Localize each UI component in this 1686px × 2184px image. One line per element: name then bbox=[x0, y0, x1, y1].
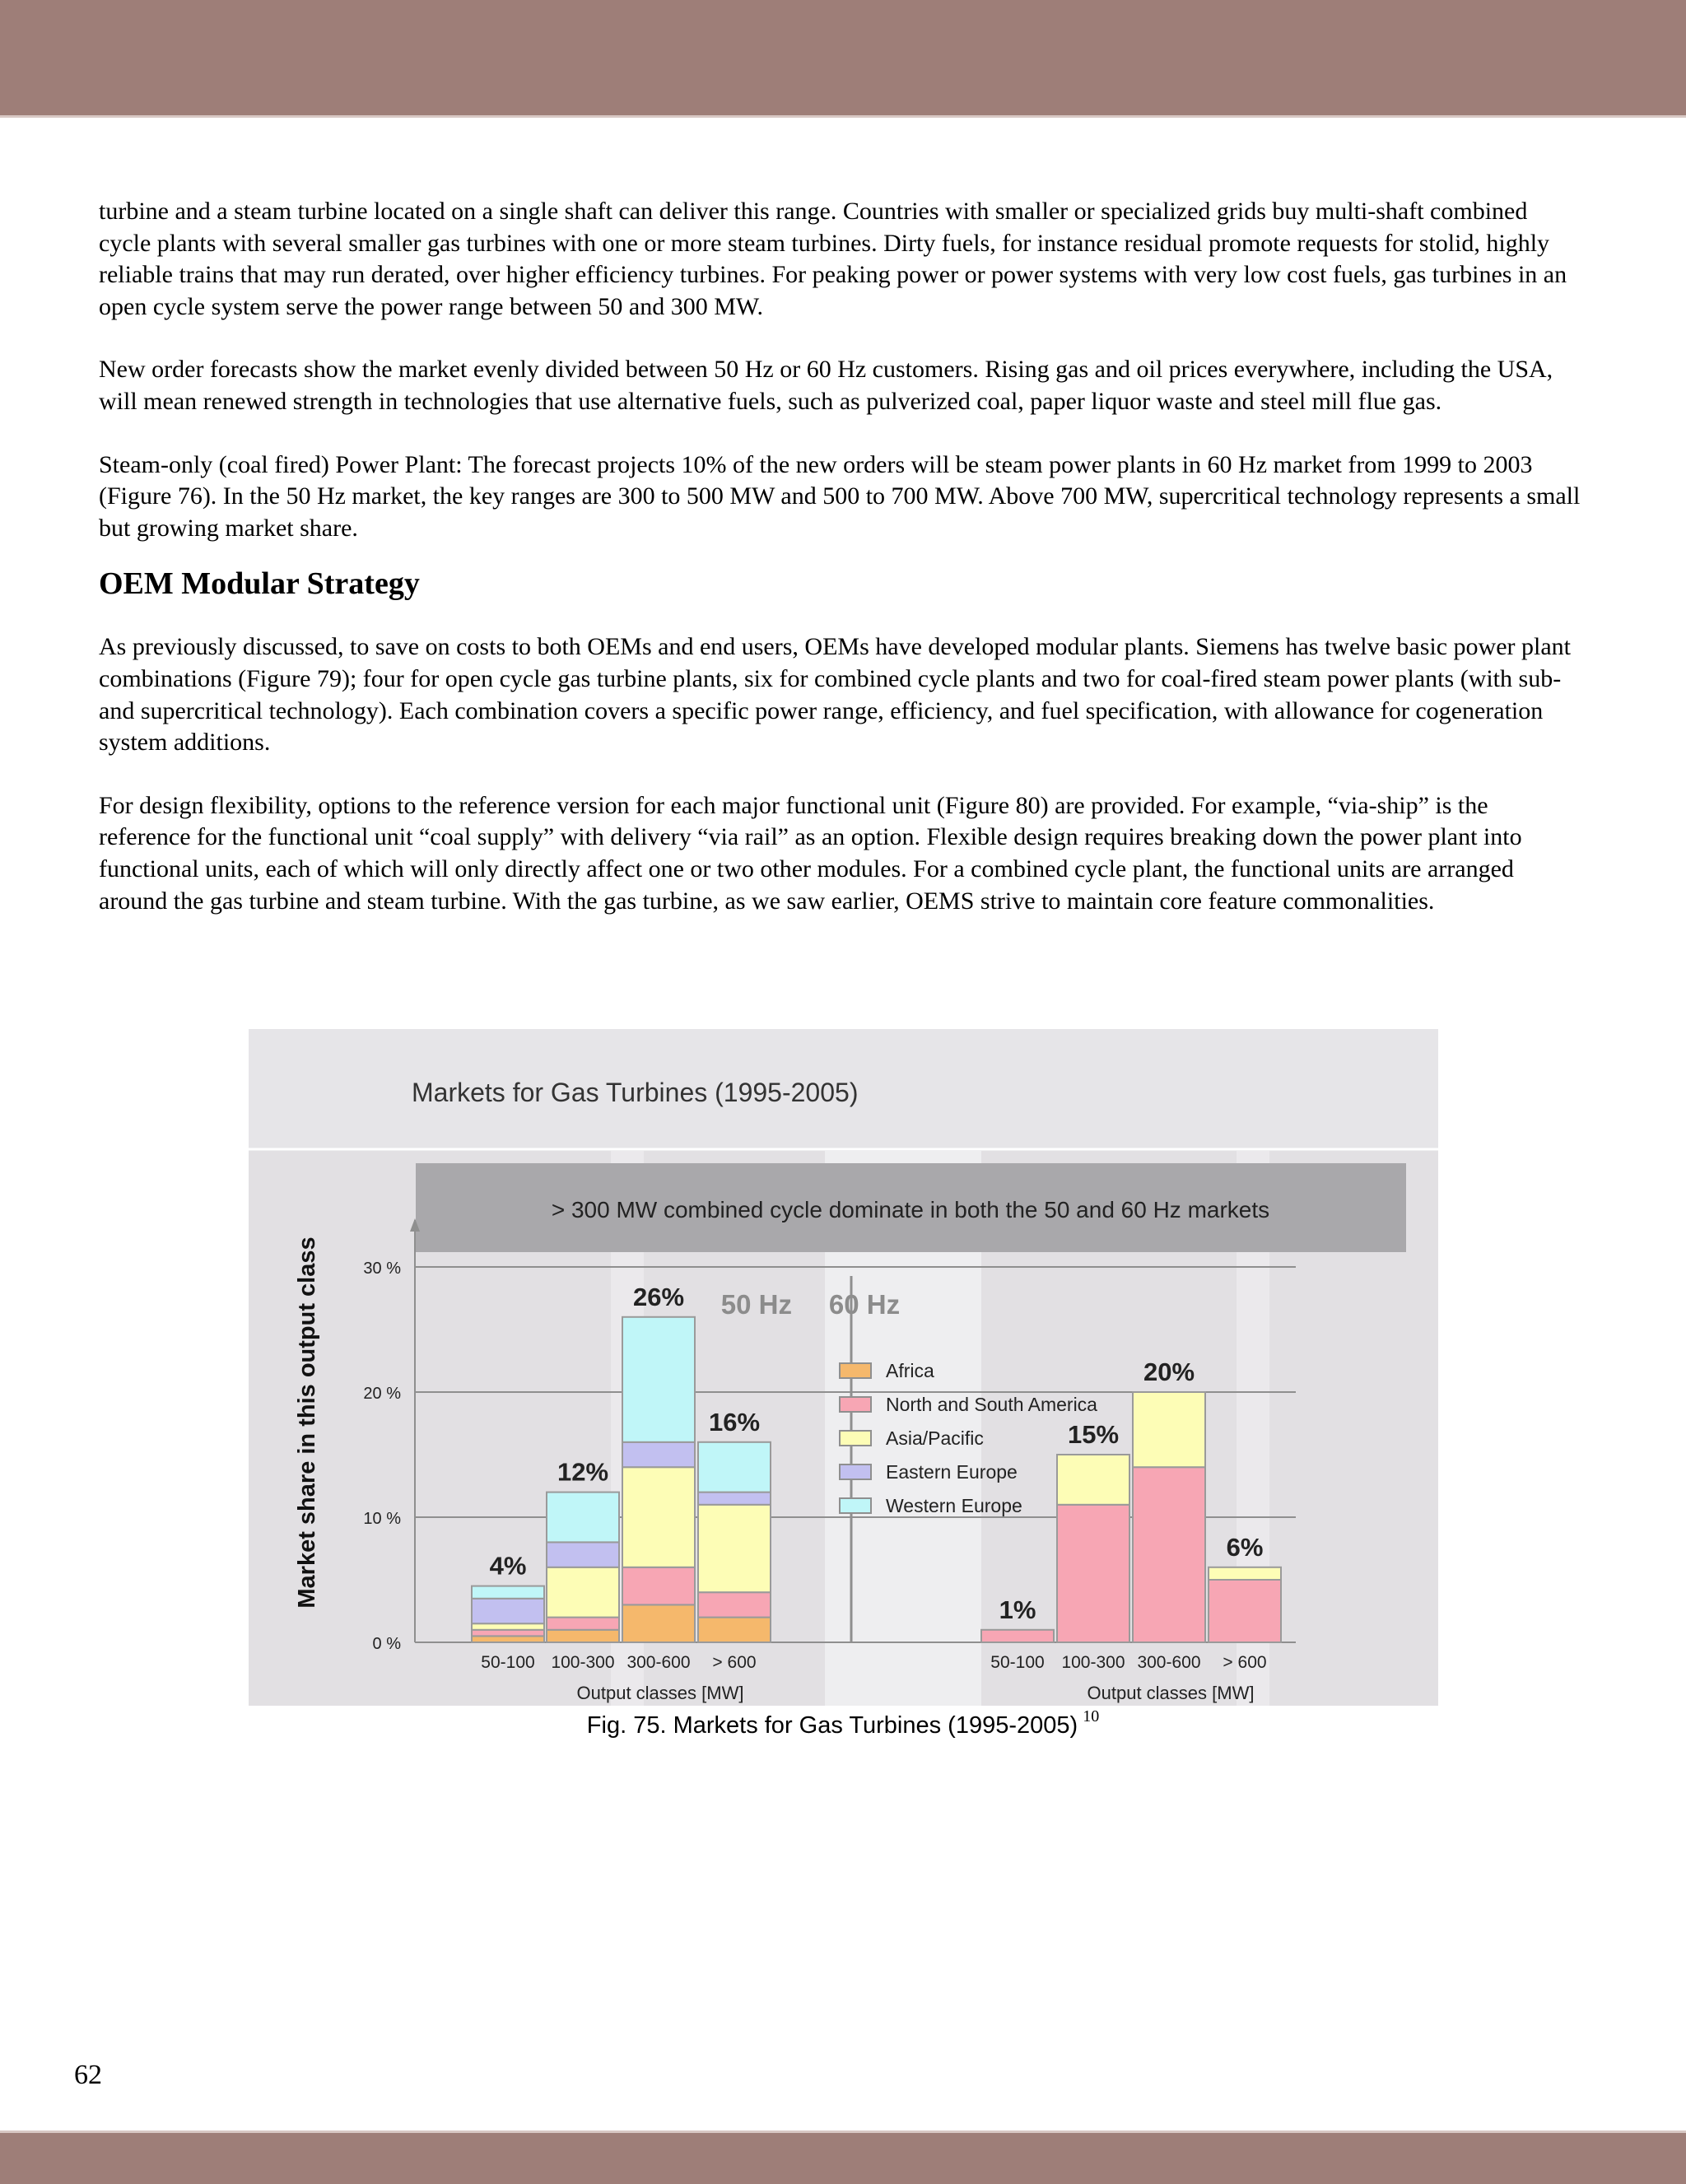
bottom-band bbox=[0, 2130, 1686, 2184]
bar-segment bbox=[472, 1636, 544, 1642]
bar-total-label: 12% bbox=[557, 1457, 609, 1487]
bar-segment bbox=[622, 1467, 695, 1567]
x-tick-label: 100-300 bbox=[551, 1653, 615, 1672]
legend-swatch bbox=[840, 1363, 871, 1378]
y-tick-label: 0 % bbox=[372, 1635, 401, 1653]
caption-text: Fig. 75. Markets for Gas Turbines (1995-2005) bbox=[586, 1712, 1078, 1739]
bar-total-label: 1% bbox=[999, 1595, 1036, 1624]
bar-segment bbox=[1209, 1580, 1281, 1642]
bar-segment bbox=[547, 1567, 619, 1618]
bar-segment bbox=[622, 1317, 695, 1442]
paragraph-5: For design flexibility, options to the reference version for each major functional unit (Figure 80) are provided. For example, “via-ship” is the reference for the functional unit “coal supply” with delivery “via rail” as an option. Flexible design requires breaking down the power plant into functional units, each of which will only directly affect one or two other modules. For a combined cycle plant, the functional units are arranged around the gas turbine and steam turbine. With the gas turbine, as we saw earlier, OEMS strive to maintain core feature commonalities. bbox=[99, 791, 1522, 915]
chart-figure bbox=[249, 1029, 1438, 1706]
paragraph-3: Steam-only (coal fired) Power Plant: The forecast projects 10% of the new orders will be steam power plants in 60 Hz market from 1999 to 2003 (Figure 76). In the 50 Hz market, the key ranges are 300 to 500 MW and 500 to 700 MW. Above 700 MW, supercritical technology represents a small but growing market share. bbox=[99, 450, 1581, 542]
bar-total-label: 26% bbox=[632, 1282, 685, 1311]
legend-swatch bbox=[840, 1465, 871, 1479]
bar-segment bbox=[472, 1586, 544, 1599]
x-tick-label: 300-600 bbox=[1137, 1653, 1201, 1672]
x-axis-label-50hz: Output classes [MW] bbox=[576, 1683, 744, 1703]
chart-banner: > 300 MW combined cycle dominate in both the 50 and 60 Hz markets bbox=[551, 1197, 1270, 1222]
bar-segment bbox=[622, 1442, 695, 1467]
legend-swatch bbox=[840, 1397, 871, 1412]
bar-segment bbox=[547, 1492, 619, 1543]
bar-segment bbox=[698, 1492, 771, 1505]
page-content bbox=[99, 196, 1581, 948]
gas-turbine-market-chart bbox=[249, 1029, 1438, 1706]
x-tick-label: 50-100 bbox=[990, 1653, 1045, 1672]
bar-segment bbox=[622, 1604, 695, 1642]
legend-label: Africa bbox=[886, 1360, 934, 1381]
bar-segment bbox=[1209, 1567, 1281, 1580]
x-tick-label: 100-300 bbox=[1061, 1653, 1125, 1672]
figure-caption bbox=[0, 1707, 1686, 1739]
x-tick-label: > 600 bbox=[1223, 1653, 1267, 1672]
bar-segment bbox=[698, 1442, 771, 1492]
bar-segment bbox=[472, 1623, 544, 1630]
x-axis-label-60hz: Output classes [MW] bbox=[1087, 1683, 1255, 1703]
group-label-50hz: 50 Hz bbox=[720, 1289, 792, 1320]
legend-label: Western Europe bbox=[886, 1495, 1022, 1516]
legend-label: North and South America bbox=[886, 1394, 1097, 1415]
bar-segment bbox=[1133, 1392, 1205, 1467]
bar-segment bbox=[547, 1618, 619, 1630]
bar-segment bbox=[981, 1630, 1054, 1642]
caption-reference: 10 bbox=[1083, 1707, 1100, 1725]
bar-total-label: 16% bbox=[708, 1407, 761, 1437]
y-axis-label: Market share in this output class bbox=[294, 1236, 320, 1609]
x-tick-label: > 600 bbox=[712, 1653, 757, 1672]
bar-segment bbox=[472, 1630, 544, 1637]
bar-segment bbox=[1057, 1455, 1129, 1505]
y-tick-label: 30 % bbox=[363, 1260, 401, 1278]
bar-total-label: 20% bbox=[1143, 1357, 1195, 1386]
bar-segment bbox=[622, 1567, 695, 1605]
bar-segment bbox=[698, 1505, 771, 1592]
bar-total-label: 15% bbox=[1067, 1420, 1120, 1449]
bar-segment bbox=[547, 1630, 619, 1642]
bar-segment bbox=[698, 1618, 771, 1642]
bar-segment bbox=[1133, 1467, 1205, 1642]
page-number: 62 bbox=[74, 2060, 102, 2090]
legend-swatch bbox=[840, 1498, 871, 1513]
bar-segment bbox=[698, 1592, 771, 1617]
legend-label: Eastern Europe bbox=[886, 1461, 1018, 1483]
bar-total-label: 4% bbox=[489, 1551, 527, 1581]
x-tick-label: 50-100 bbox=[481, 1653, 535, 1672]
bar-segment bbox=[472, 1599, 544, 1623]
bar-total-label: 6% bbox=[1226, 1532, 1264, 1562]
top-band bbox=[0, 0, 1686, 118]
x-tick-label: 300-600 bbox=[626, 1653, 691, 1672]
chart-title: Markets for Gas Turbines (1995-2005) bbox=[412, 1078, 859, 1107]
bar-segment bbox=[1057, 1505, 1129, 1642]
bar-segment bbox=[547, 1542, 619, 1567]
y-tick-label: 20 % bbox=[363, 1385, 401, 1403]
group-label-60hz: 60 Hz bbox=[828, 1289, 901, 1320]
legend-label: Asia/Pacific bbox=[886, 1427, 984, 1449]
section-heading: OEM Modular Strategy bbox=[99, 566, 420, 602]
paragraph-4: As previously discussed, to save on costs to both OEMs and end users, OEMs have developed modular plants. Siemens has twelve basic power plant combinations (Figure 79); four for open cycle gas turbine plants, six for combined cycle plants and two for coal-fired steam power plants (with sub- and supercritical technology). Each combination covers a specific power range, efficiency, and fuel specification, with allowance for cogeneration system additions. bbox=[99, 633, 1572, 757]
legend-swatch bbox=[840, 1431, 871, 1446]
y-tick-label: 10 % bbox=[363, 1510, 401, 1528]
paragraph-2: New order forecasts show the market evenly divided between 50 Hz or 60 Hz customers. Rising gas and oil prices everywhere, including the USA, will mean renewed strength in technologies that use alternative fuels, such as pulverized coal, paper liquor waste and steel mill flue gas. bbox=[99, 356, 1553, 415]
paragraph-1: turbine and a steam turbine located on a single shaft can deliver this range. Countries with smaller or specialized grids buy multi-shaft combined cycle plants with several smaller gas turbines with one or more steam turbines. Dirty fuels, for instance residual promote requests for stolid, highly reliable trains that may run derated, over higher efficiency turbines. For peaking power or power systems with very low cost fuels, gas turbines in an open cycle system serve the power range between 50 and 300 MW. bbox=[99, 198, 1567, 320]
